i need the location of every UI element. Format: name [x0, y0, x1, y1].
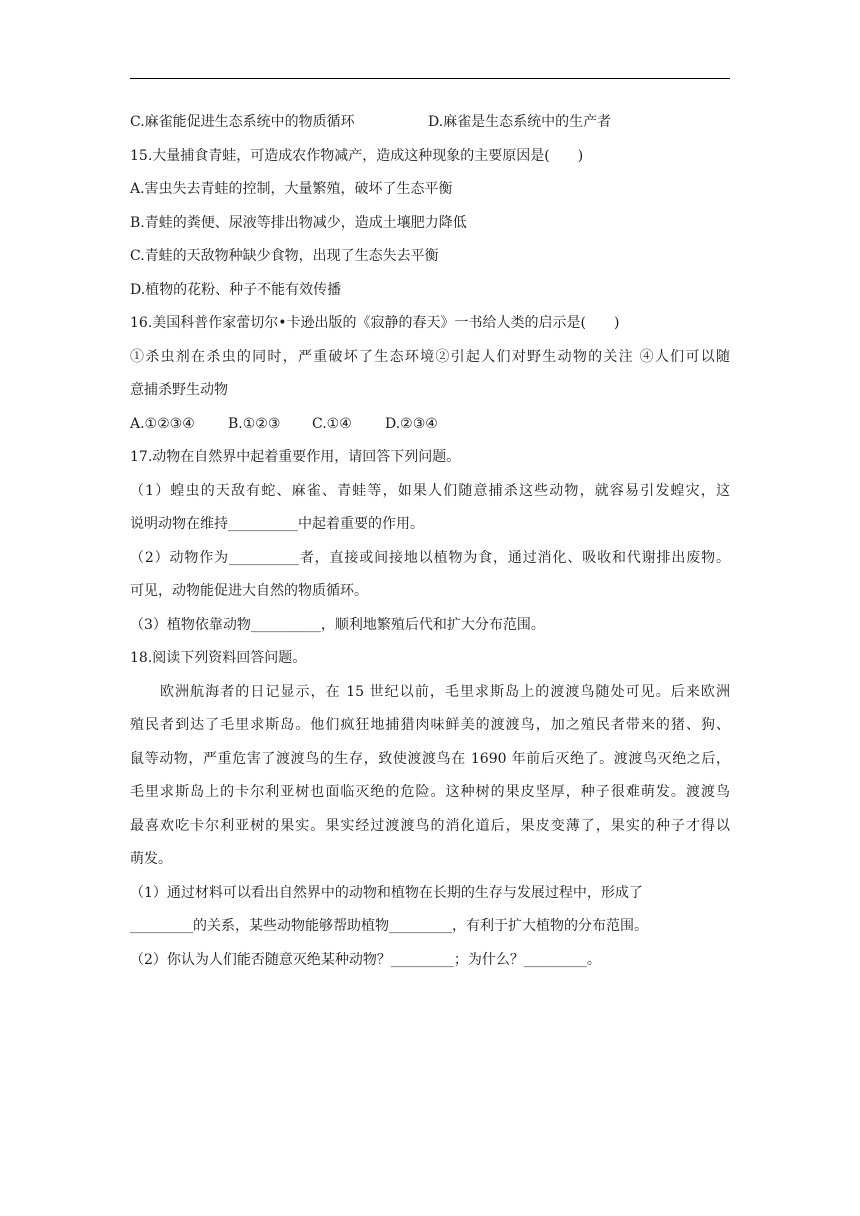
q14-options-cd: [130, 108, 730, 142]
q15-option-c: C.青蛙的天敌物种缺少食物，出现了生态失去平衡: [130, 248, 439, 264]
q14-option-d: D.麻雀是生态系统中的生产者: [428, 114, 612, 130]
header-rule: [130, 78, 730, 79]
q15-stem: 15.大量捕食青蛙，可造成农作物减产，造成这种现象的主要原因是( ): [130, 147, 584, 164]
q16-option-b: B.①②③: [228, 415, 281, 432]
q18-passage-line4: 毛里求斯岛上的卡尔利亚树也面临灭绝的危险。这种树的果皮坚厚，种子很难萌发。渡渡鸟: [130, 784, 730, 800]
question-body: [130, 108, 730, 979]
q17-part2-line1: （2）动物作为__________者，直接或间接地以植物为食，通过消化、吸收和代谢排出废物。: [130, 549, 730, 566]
q16-statements-line1: ①杀虫剂在杀虫的同时，严重破坏了生态环境②引起人们对野生动物的关注 ④人们可以随: [130, 348, 730, 365]
q16-option-a: A.①②③④: [130, 415, 195, 432]
q18-passage-line6: 萌发。: [130, 851, 172, 867]
q16-options: [130, 410, 730, 444]
q18-part2: （2）你认为人们能否随意灭绝某种动物？_________；为什么？_________。: [130, 951, 601, 968]
q18-passage-line3: 鼠等动物，严重危害了渡渡鸟的生存，致使渡渡鸟在 1690 年前后灭绝了。渡渡鸟灭绝之后，: [130, 750, 730, 767]
q16-stem: 16.美国科普作家蕾切尔•卡逊出版的《寂静的春天》一书给人类的启示是( ): [130, 315, 620, 331]
q15-option-d: D.植物的花粉、种子不能有效传播: [130, 281, 342, 298]
q16-option-c: C.①④: [312, 415, 352, 432]
q18-passage-line5: 最喜欢吃卡尔利亚树的果实。果实经过渡渡鸟的消化道后，果皮变薄了，果实的种子才得以: [130, 817, 730, 834]
q18-passage-line1: 欧洲航海者的日记显示，在 15 世纪以前，毛里求斯岛上的渡渡鸟随处可见。后来欧洲: [160, 683, 730, 700]
q17-part1-line2: 说明动物在维持__________中起着重要的作用。: [130, 516, 424, 532]
q18-part1-line2: _________的关系，某些动物能够帮助植物_________，有利于扩大植物的分布范围。: [130, 918, 648, 934]
q18-stem: 18.阅读下列资料回答问题。: [130, 650, 307, 666]
q15-option-a: A.害虫失去青蛙的控制，大量繁殖，破坏了生态平衡: [130, 181, 453, 197]
q17-part1-line1: （1）蝗虫的天敌有蛇、麻雀、青蛙等，如果人们随意捕杀这些动物，就容易引发蝗灾，这: [130, 482, 730, 499]
q18-passage-line2: 殖民者到达了毛里求斯岛。他们疯狂地捕猎肉味鲜美的渡渡鸟，加之殖民者带来的猪、狗、: [130, 717, 730, 733]
q17-part3: （3）植物依靠动物__________，顺利地繁殖后代和扩大分布范围。: [130, 616, 545, 633]
q16-option-d: D.②③④: [385, 415, 438, 432]
q17-part2-line2: 可见，动物能促进大自然的物质循环。: [130, 583, 368, 599]
q15-option-b: B.青蛙的粪便、尿液等排出物减少，造成土壤肥力降低: [130, 214, 467, 231]
q18-part1-line1: （1）通过材料可以看出自然界中的动物和植物在长期的生存与发展过程中，形成了: [130, 884, 643, 901]
q17-stem: 17.动物在自然界中起着重要作用，请回答下列问题。: [130, 449, 461, 465]
q16-statements-line2: 意捕杀野生动物: [130, 382, 228, 398]
q14-option-c: C.麻雀能促进生态系统中的物质循环: [130, 114, 355, 130]
